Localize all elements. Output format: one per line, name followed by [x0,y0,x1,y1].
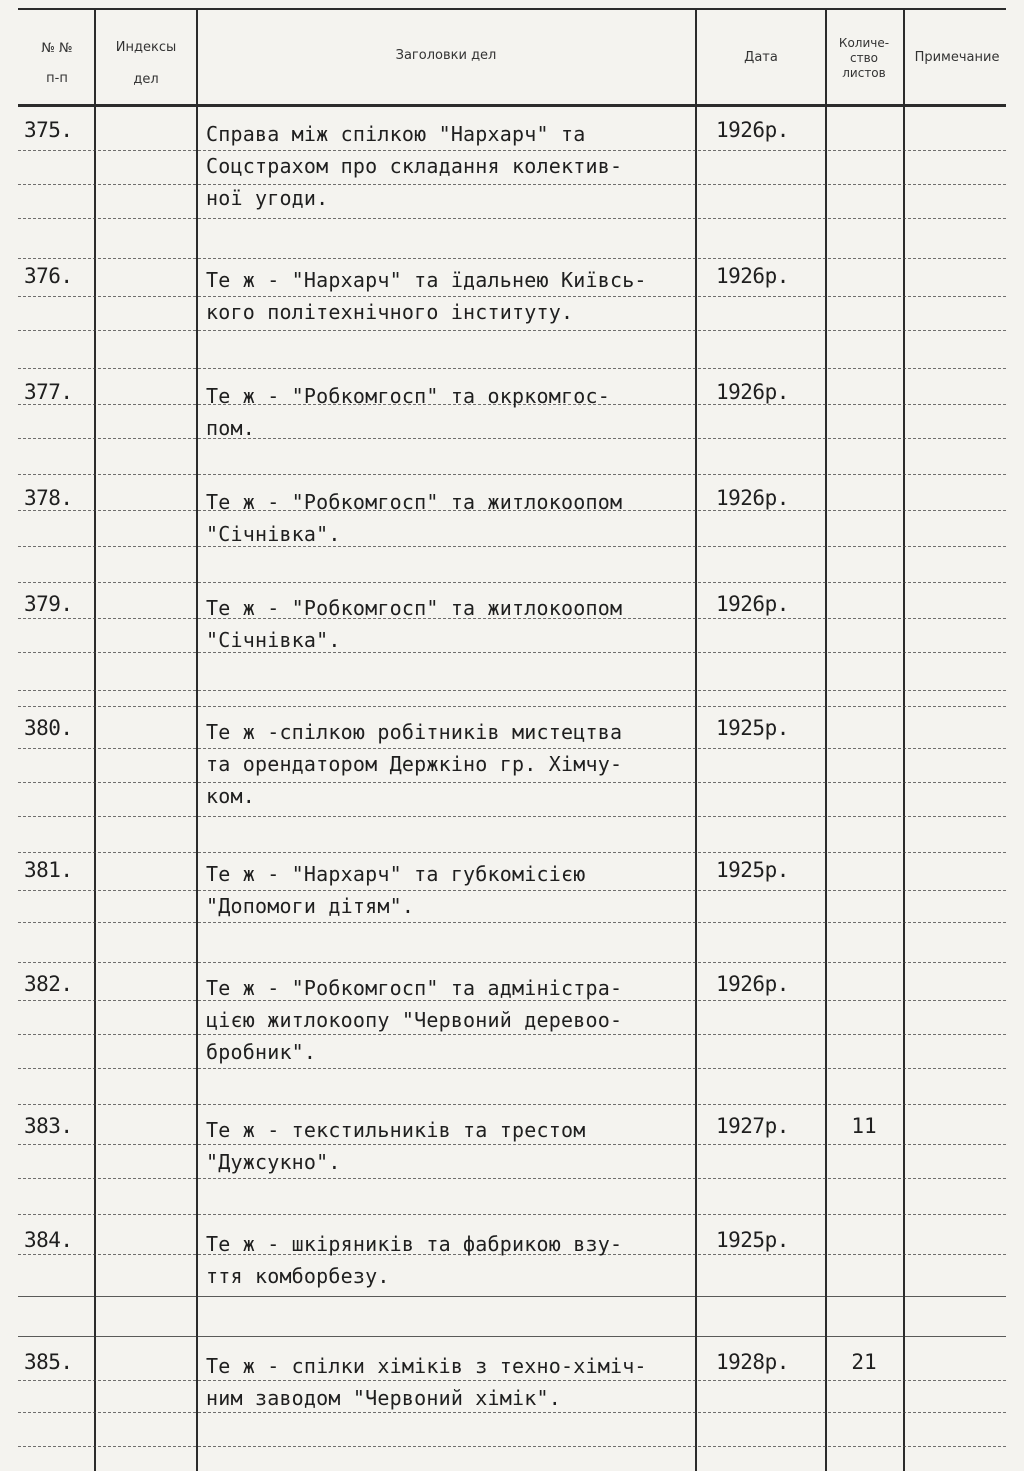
row-number: 380. [24,716,73,740]
row-title: Те ж - "Робкомгосп" та адміністра- цією житлокоопу "Червоний деревоо- бробник". [206,976,623,1064]
row-date: 1925р. [716,1228,789,1252]
row-date: 1926р. [716,380,789,404]
column-divider-index [196,8,198,1471]
row-title: Те ж - "Нархарч" та губкомісією "Допомоги дітям". [206,862,586,918]
row-title: Те ж -спілкою робітників мистецтва та орендатором Держкіно гр. Хімчу- ком. [206,720,623,808]
header-sheets: Количе- ство листов [838,36,890,80]
row-date: 1928р. [716,1350,789,1374]
row-number: 382. [24,972,73,996]
row-sheets: 21 [851,1350,877,1374]
row-title: Те ж - "Робкомгосп" та житлокоопом "Січнівка". [206,490,623,546]
ruling-line [18,1178,1006,1179]
row-title: Те ж - "Нархарч" та їдальнею Київсь- кого політехнічного інституту. [206,268,647,324]
ruling-line [18,1104,1006,1105]
ruling-line [18,816,1006,817]
ruling-line [18,1214,1006,1215]
header-top-rule [18,8,1006,10]
row-number: 376. [24,264,73,288]
header-index: Индексы дел [115,40,177,87]
header-note: Примечание [914,50,1000,65]
ruling-line [18,368,1006,369]
ruling-line [18,1068,1006,1069]
row-sheets: 11 [851,1114,877,1138]
row-date: 1927р. [716,1114,789,1138]
ruling-line [18,962,1006,963]
row-title: Те ж - спілки хіміків з техно-хіміч- ним заводом "Червоний хімік". [206,1354,647,1410]
row-number: 379. [24,592,73,616]
row-date: 1926р. [716,592,789,616]
row-number: 383. [24,1114,73,1138]
header-number: № № п-п [41,41,73,86]
row-date: 1925р. [716,858,789,882]
ruling-line [18,474,1006,475]
header-title: Заголовки дел [395,48,497,63]
row-title: Те ж - "Робкомгосп" та житлокоопом "Січнівка". [206,596,623,652]
row-title: Те ж - "Робкомгосп" та окркомгос- пом. [206,384,610,440]
row-number: 375. [24,118,73,142]
ruling-line [18,922,1006,923]
ruling-line [18,258,1006,259]
row-date: 1925р. [716,716,789,740]
row-date: 1926р. [716,972,789,996]
ruling-line [18,218,1006,219]
row-title: Справа між спілкою "Нархарч" та Соцстрахом про складання колектив- ної угоди. [206,122,623,210]
ruling-line [18,1446,1006,1447]
ruling-line [18,1336,1006,1337]
ruling-line [18,852,1006,853]
ruling-line [18,1296,1006,1297]
ruling-line [18,690,1006,691]
ruling-line [18,706,1006,707]
header-bottom-rule [18,104,1006,107]
column-divider-number [94,8,96,1471]
row-date: 1926р. [716,264,789,288]
ruling-line [18,582,1006,583]
row-date: 1926р. [716,486,789,510]
row-number: 384. [24,1228,73,1252]
row-number: 381. [24,858,73,882]
row-number: 378. [24,486,73,510]
header-date: Дата [744,50,778,65]
row-number: 377. [24,380,73,404]
column-divider-date [825,8,827,1471]
ruling-line [18,330,1006,331]
row-title: Те ж - текстильників та трестом "Дужсукно". [206,1118,586,1174]
row-title: Те ж - шкіряників та фабрикою взу- ття комборбезу. [206,1232,623,1288]
row-date: 1926р. [716,118,789,142]
row-number: 385. [24,1350,73,1374]
column-divider-sheets [903,8,905,1471]
